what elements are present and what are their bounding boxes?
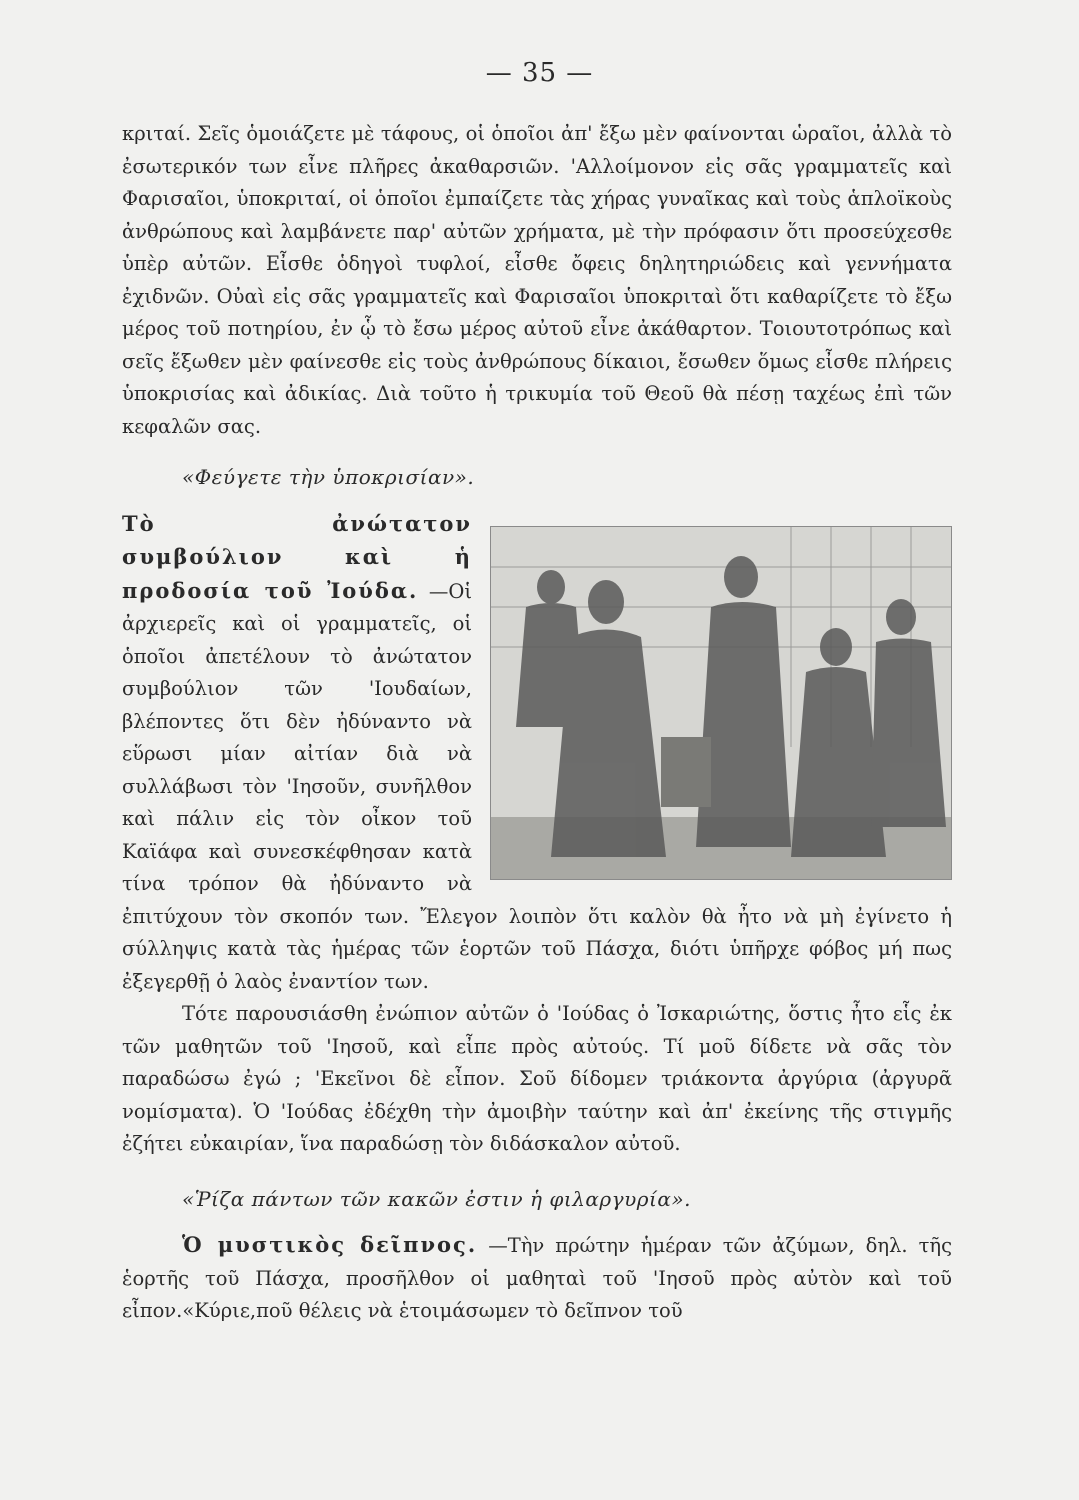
section-2-body: [122, 1229, 952, 1328]
illustration-sanhedrin: [490, 526, 952, 880]
section-1-heading: Τὸ ἀνώτατον συμβούλιον καὶ ἡ προδοσία τοῦ Ἰούδα.: [122, 510, 472, 603]
page-content: [122, 118, 952, 1328]
section-1-text-before: —Οἱ ἀρχιερεῖς καὶ οἱ γραμματεῖς, οἱ ὁποῖοι ἀπετέλουν τὸ ἀνώτατον συμβούλιον τῶν 'Ιουδαίων, βλέποντες ὅτι δὲν ἠδύναντο νὰ εὕρωσι μίαν αἰτίαν διὰ νὰ συλλάβωσι τὸν 'Ιησοῦν, συνῆλθον καὶ πάλιν εἰς τὸν οἶκον τοῦ Καϊάφα καὶ συνεσκέφθησαν κατὰ τίνα τρόπον θὰ ἠδύναντο νὰ ἐπιτύχουν τὸν σκοπόν των. Ἔλεγον λοιπὸν ὅτι καλὸν θὰ ἦτο νὰ μὴ ἐγίνετο ἡ σύλληψις κατὰ τὰς ἡμέρας τῶν ἑορτῶν τοῦ Πάσχα, διότι ὑπῆρχε φόβος μή πως ἐξεγερθῇ ὁ λαὸς ἐναντίον των.: [122, 579, 952, 993]
motto-hypocrisy: «Φεύγετε τὴν ὑποκρισίαν».: [182, 465, 475, 489]
illustration-drawing: [491, 527, 951, 879]
paragraph-1: κριταί. Σεῖς ὁμοιάζετε μὲ τάφους, οἱ ὁποῖοι ἀπ' ἔξω μὲν φαίνονται ὡραῖοι, ἀλλὰ τὸ ἐσωτερικόν των εἶνε πλῆρες ἀκαθαρσιῶν. 'Αλλοίμονον εἰς σᾶς γραμματεῖς καὶ Φαρισαῖοι, ὑποκριταί, οἱ ὁποῖοι ἐμπαίζετε τὰς χήρας γυναῖκας καὶ τοὺς ἁπλοϊκοὺς ἀνθρώπους καὶ λαμβάνετε παρ' αὐτῶν χρήματα, μὲ τὴν πρόφασιν ὅτι προσεύχεσθε ὑπὲρ αὐτῶν. Εἶσθε ὁδηγοὶ τυφλοί, εἶσθε ὄφεις δηλητηριώδεις καὶ γεννήματα ἐχιδνῶν. Οὐαὶ εἰς σᾶς γραμματεῖς καὶ Φαρισαῖοι ὑποκριταὶ ὅτι καθαρίζετε τὸ ἔξω μέρος τοῦ ποτηρίου, ἐν ᾧ τὸ ἔσω μέρος αὐτοῦ εἶνε ἀκάθαρτον. Τοιουτοτρόπως καὶ σεῖς ἔξωθεν μὲν φαίνεσθε εἰς τοὺς ἀνθρώπους δίκαιοι, ἔσωθεν ὅμως εἶσθε πλήρεις ὑποκρισίας καὶ ἀδικίας. Διὰ τοῦτο ἡ τρικυμία τοῦ Θεοῦ θὰ πέσῃ ταχέως ἐπὶ τῶν κεφαλῶν σας.: [122, 122, 952, 438]
section-2-text: —Τὴν πρώτην ἡμέραν τῶν ἀζύμων, δηλ. τῆς ἑορτῆς τοῦ Πάσχα, προσῆλθον οἱ μαθηταὶ τοῦ 'Ιησοῦ πρὸς αὐτὸν καὶ τοῦ εἶπον.«Κύριε,ποῦ θέλεις νὰ ἑτοιμάσωμεν τὸ δεῖπνον τοῦ: [122, 1234, 952, 1322]
section-1-text-after: Τότε παρουσιάσθη ἐνώπιον αὐτῶν ὁ 'Ιούδας ὁ Ἰσκαριώτης, ὅστις ἦτο εἷς ἐκ τῶν μαθητῶν τοῦ 'Ιησοῦ, καὶ εἶπε πρὸς αὐτούς. Τί μοῦ δίδετε νὰ σᾶς τὸν παραδώσω ἐγώ ; 'Εκεῖνοι δὲ εἶπον. Σοῦ δίδομεν τριάκοντα ἀργύρια (ἀργυρᾶ νομίσματα). Ὁ 'Ιούδας ἐδέχθη τὴν ἀμοιβὴν ταύτην καὶ ἀπ' ἐκείνης τῆς στιγμῆς ἐζήτει εὐκαιρίαν, ἵνα παραδώσῃ τὸν διδάσκαλον αὐτοῦ.: [122, 1002, 952, 1155]
section-2-heading: Ὁ μυστικὸς δεῖπνος.: [182, 1232, 478, 1257]
motto-avarice: «Ῥίζα πάντων τῶν κακῶν ἐστιν ἡ φιλαργυρία».: [182, 1186, 691, 1211]
section-sanhedrin-betrayal: [122, 508, 952, 1161]
page-number: — 35 —: [485, 58, 594, 88]
